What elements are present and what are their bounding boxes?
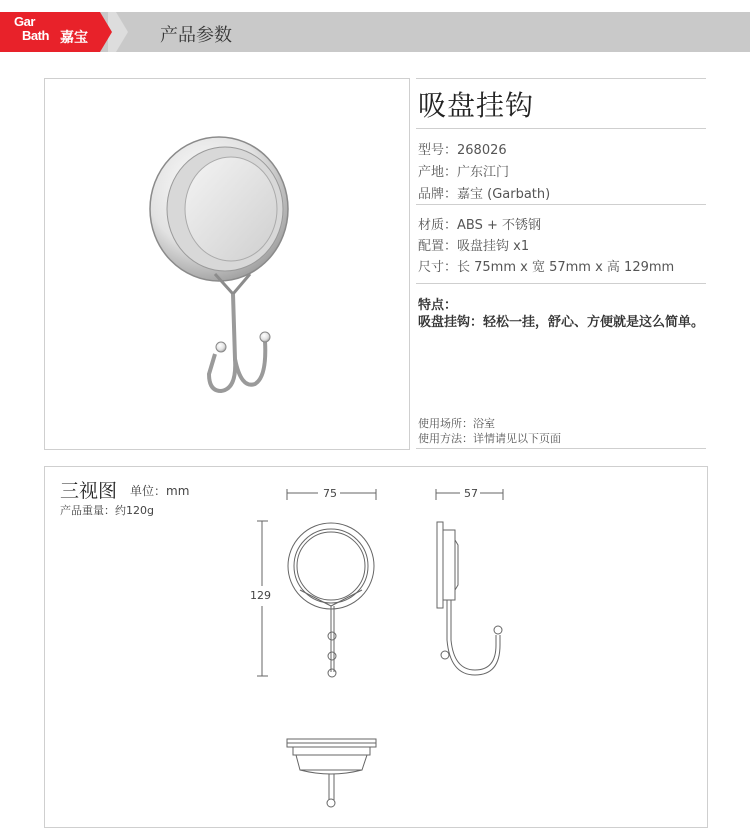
feature-text: 吸盘挂钩：轻松一挂，舒心、方便就是这么简单。 — [418, 315, 705, 330]
product-photo — [45, 79, 409, 449]
product-photo-panel — [44, 78, 410, 450]
dim-width-label: 75 — [323, 487, 337, 500]
feature-title: 特点： — [418, 298, 458, 313]
spec-model: 型号：268026 — [418, 143, 507, 158]
divider-1 — [416, 128, 706, 129]
divider-2 — [416, 204, 706, 205]
divider-bottom — [416, 448, 706, 449]
use-place: 使用场所：浴室 — [418, 417, 495, 430]
spec-config: 配置：吸盘挂钩 x1 — [418, 239, 530, 254]
use-method: 使用方法：详情请见以下页面 — [418, 432, 561, 445]
weight-label: 产品重量：约120g — [60, 504, 154, 517]
logo-text-cn: 嘉宝 — [60, 30, 88, 46]
logo-text-gar: Gar — [14, 14, 35, 29]
spec-size: 尺寸：长 75mm x 宽 57mm x 高 129mm — [418, 260, 675, 275]
spec-origin: 产地：广东江门 — [418, 165, 510, 180]
section-title: 产品参数 — [160, 25, 232, 46]
spec-material: 材质：ABS + 不锈钢 — [418, 218, 541, 233]
three-view-panel — [44, 466, 708, 828]
unit-label: 单位：mm — [130, 484, 190, 498]
dim-depth-label: 57 — [464, 487, 478, 500]
three-view-title: 三视图 — [60, 480, 118, 502]
dim-height-label: 129 — [250, 589, 271, 602]
divider-3 — [416, 283, 706, 284]
product-name: 吸盘挂钩 — [418, 89, 535, 122]
spec-brand: 品牌：嘉宝 (Garbath) — [418, 187, 551, 202]
logo-text-bath: Bath — [22, 28, 49, 43]
divider-top — [416, 78, 706, 79]
